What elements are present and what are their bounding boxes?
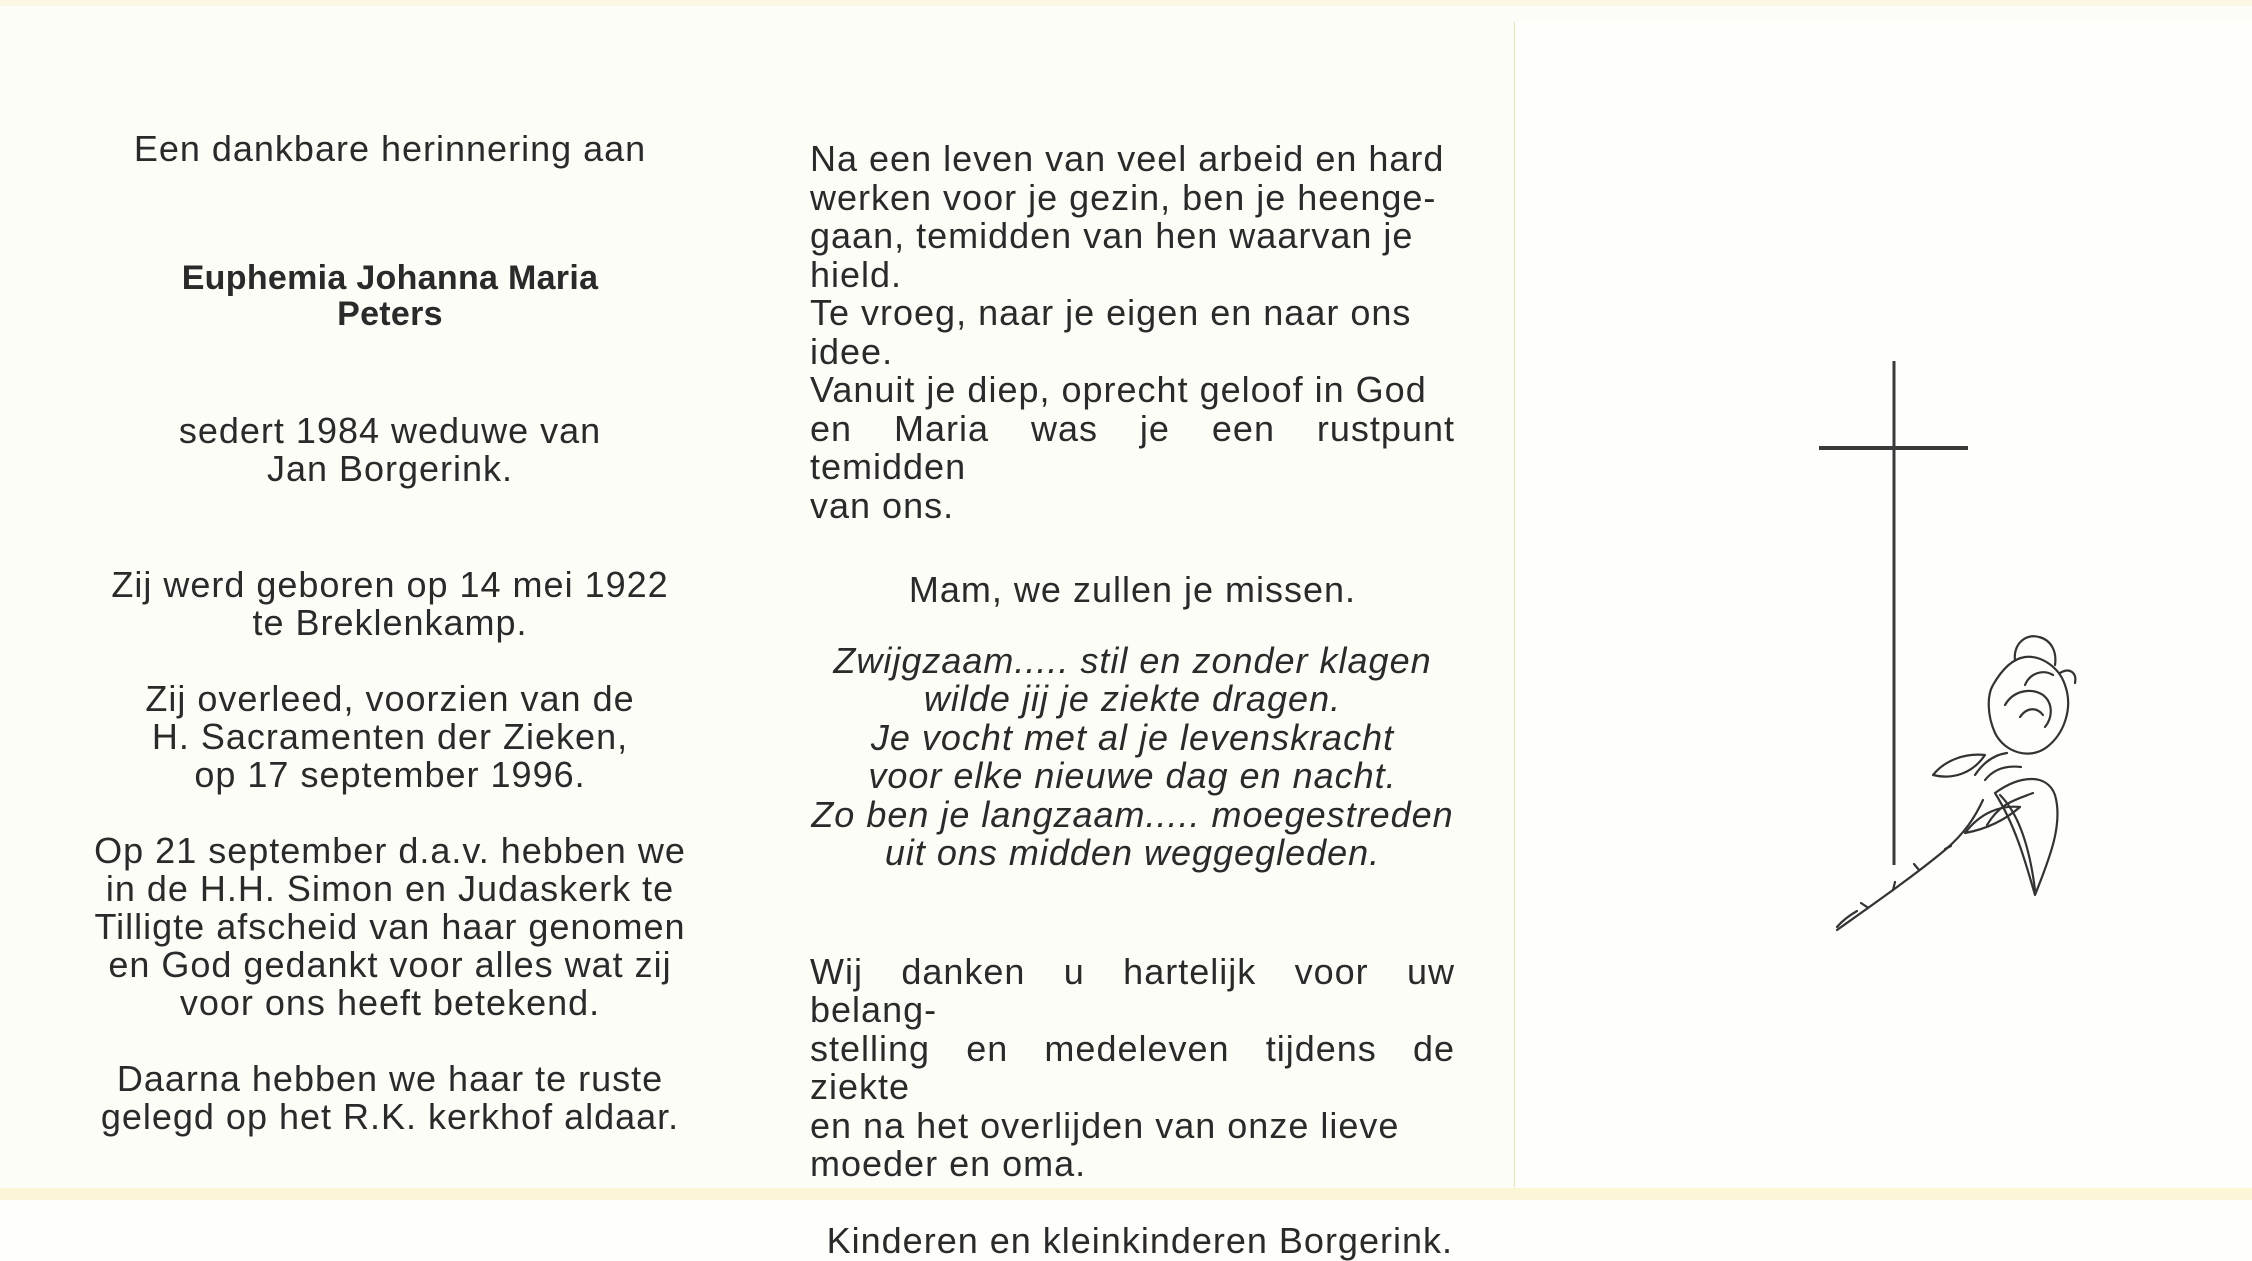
thanks-paragraph <box>810 950 1455 1184</box>
cross-icon <box>1819 361 1968 865</box>
tribute-line-1: Na een leven van veel arbeid en hard <box>810 138 1445 179</box>
poem-line-5: Zo ben je langzaam..... moegestreden <box>811 793 1454 835</box>
left-column <box>60 130 720 1136</box>
poem-line-1: Zwijgzaam..... stil en zonder klagen <box>833 639 1432 681</box>
poem <box>810 639 1455 873</box>
burial-block <box>60 1060 720 1136</box>
name-line-2: Peters <box>337 295 443 333</box>
tribute-paragraph <box>810 140 1455 525</box>
widow-line-2: Jan Borgerink. <box>266 448 514 489</box>
tribute-line-8: en Maria was je een rustpunt temidden <box>810 407 1455 487</box>
poem-line-3: Je vocht met al je levenskracht <box>870 716 1395 758</box>
funeral-line-5: voor ons heeft betekend. <box>179 982 601 1023</box>
funeral-line-2: in de H.H. Simon en Judaskerk te <box>105 868 675 909</box>
tribute-line-7: Vanuit je diep, oprecht geloof in God <box>810 369 1427 410</box>
poem-line-2: wilde jij je ziekte dragen. <box>923 678 1342 719</box>
name-line-1: Euphemia Johanna Maria <box>181 259 599 297</box>
funeral-line-3: Tilligte afscheid van haar genomen <box>94 906 686 947</box>
thanks-line-2: stelling en medeleven tijdens de ziekte <box>810 1027 1455 1107</box>
intro-text: Een dankbare herinnering aan <box>133 128 647 169</box>
burial-line-2: gelegd op het R.K. kerkhof aldaar. <box>100 1096 680 1137</box>
death-line-3: op 17 september 1996. <box>194 754 586 795</box>
tribute-line-9: van ons. <box>810 484 955 526</box>
widow-line-1: sedert 1984 weduwe van <box>178 410 602 451</box>
fold-line <box>1514 22 1515 1187</box>
thanks-line-3: en na het overlijden van onze lieve <box>810 1104 1400 1146</box>
poem-line-4: voor elke nieuwe dag en nacht. <box>868 755 1397 796</box>
name-block <box>60 260 720 332</box>
tribute-line-5: Te vroeg, naar je eigen en naar ons <box>810 292 1412 333</box>
burial-line-1: Daarna hebben we haar te ruste <box>116 1058 664 1099</box>
tribute-line-4: hield. <box>810 253 903 295</box>
signature: Kinderen en kleinkinderen Borgerink. <box>826 1219 1453 1261</box>
top-edge <box>0 0 2252 6</box>
birth-line-1: Zij werd geboren op 14 mei 1922 <box>111 564 669 605</box>
funeral-line-1: Op 21 september d.a.v. hebben we <box>94 830 686 871</box>
tribute-line-3: gaan, temidden van hen waarvan je <box>810 215 1414 256</box>
widow-block <box>60 412 720 488</box>
funeral-block <box>60 832 720 1022</box>
cross-with-rose <box>1815 355 2115 945</box>
death-line-2: H. Sacramenten der Zieken, <box>151 716 629 757</box>
thanks-line-1: Wij danken u hartelijk voor uw belang- <box>810 950 1455 1030</box>
death-line-1: Zij overleed, voorzien van de <box>145 678 635 719</box>
poem-line-6: uit ons midden weggegleden. <box>884 832 1381 873</box>
rose-icon <box>1837 636 2075 930</box>
miss-line: Mam, we zullen je missen. <box>908 569 1357 610</box>
birth-line-2: te Breklenkamp. <box>252 602 528 643</box>
tribute-line-2: werken voor je gezin, ben je heenge- <box>810 176 1437 218</box>
tribute-line-6: idee. <box>810 330 894 372</box>
middle-column <box>810 140 1455 1260</box>
death-block <box>60 680 720 794</box>
funeral-line-4: en God gedankt voor alles wat zij <box>108 944 672 985</box>
birth-block <box>60 566 720 642</box>
thanks-line-4: moeder en oma. <box>810 1143 1087 1184</box>
